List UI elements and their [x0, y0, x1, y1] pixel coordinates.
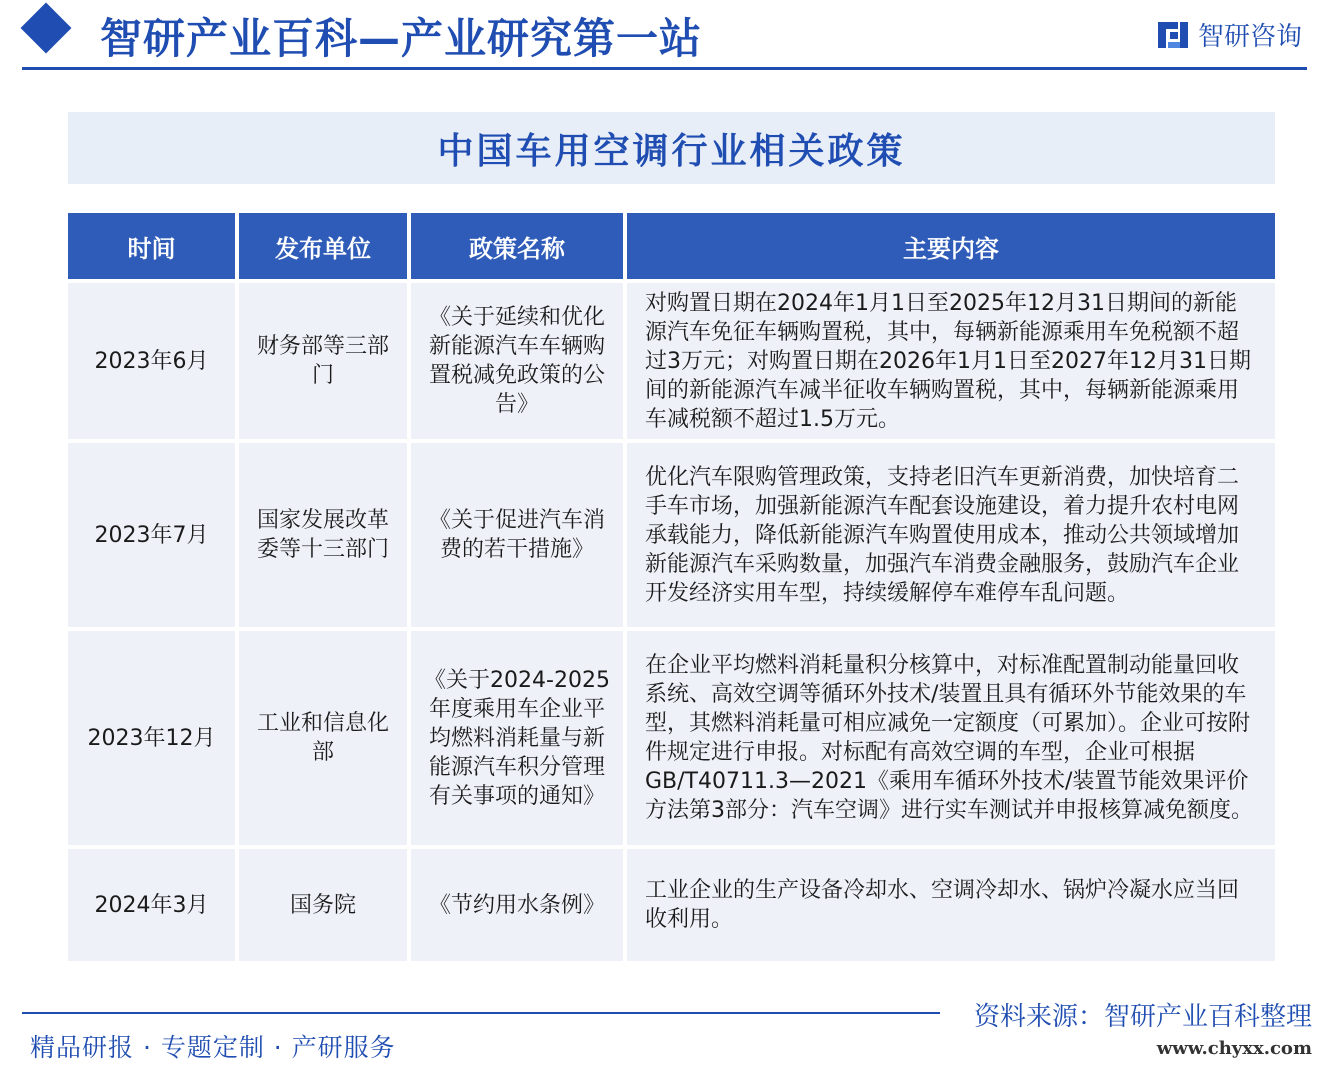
- table-title: 中国车用空调行业相关政策: [437, 130, 906, 172]
- policy-cell: 《关于促进汽车消费的若干措施》: [411, 443, 623, 627]
- policy-cell: 《节约用水条例》: [411, 849, 623, 961]
- column-header-issuer: 发布单位: [239, 213, 407, 279]
- policy-cell: 《关于延续和优化新能源汽车车辆购置税减免政策的公告》: [411, 283, 623, 439]
- time-cell: 2024年3月: [68, 849, 235, 961]
- source-note: 资料来源：智研产业百科整理: [973, 1002, 1312, 1032]
- time-cell: 2023年12月: [68, 631, 235, 845]
- table-row: [68, 631, 1275, 845]
- policy-cell: 《关于2024-2025年度乘用车企业平均燃料消耗量与新能源汽车积分管理有关事项的通知》: [411, 631, 623, 845]
- website-link[interactable]: www.chyxx.com: [1156, 1038, 1312, 1059]
- table-row: [68, 283, 1275, 439]
- table-row: [68, 443, 1275, 627]
- page-footer: [0, 990, 1342, 1076]
- column-header-content: 主要内容: [627, 213, 1275, 279]
- issuer-cell: 工业和信息化部: [239, 631, 407, 845]
- content-cell: 工业企业的生产设备冷却水、空调冷却水、锅炉冷凝水应当回收利用。: [627, 849, 1275, 961]
- content-cell: 在企业平均燃料消耗量积分核算中，对标准配置制动能量回收系统、高效空调等循环外技术/装置且具有循环外节能效果的车型，其燃料消耗量可相应减免一定额度（可累加）。企业可按附件规定进行申报。对标配有高效空调的车型，企业可根据GB/T40711.3—2021《乘用车循环外技术/装置节能效果评价方法第3部分：汽车空调》进行实车测试并申报核算减免额度。: [627, 631, 1275, 845]
- footer-slogan: 精品研报 · 专题定制 · 产研服务: [30, 1033, 396, 1062]
- column-header-time: 时间: [68, 213, 235, 279]
- issuer-cell: 国家发展改革委等十三部门: [239, 443, 407, 627]
- table-title-band: [68, 112, 1275, 184]
- time-cell: 2023年6月: [68, 283, 235, 439]
- policy-table: [68, 213, 1275, 965]
- footer-divider: [22, 1012, 940, 1014]
- diamond-icon: [21, 3, 72, 54]
- issuer-cell: 国务院: [239, 849, 407, 961]
- table-row: [68, 849, 1275, 961]
- zhiyan-logo-icon: [1156, 18, 1190, 52]
- header-title: 智研产业百科—产业研究第一站: [100, 14, 703, 63]
- column-header-policy: 政策名称: [411, 213, 623, 279]
- time-cell: 2023年7月: [68, 443, 235, 627]
- content-cell: 对购置日期在2024年1月1日至2025年12月31日期间的新能源汽车免征车辆购置税，其中，每辆新能源乘用车免税额不超过3万元；对购置日期在2026年1月1日至2027年12月31日期间的新能源汽车减半征收车辆购置税，其中，每辆新能源乘用车减税额不超过1.5万元。: [627, 283, 1275, 439]
- table-header-row: [68, 213, 1275, 279]
- brand-name: 智研咨询: [1197, 22, 1302, 52]
- issuer-cell: 财务部等三部门: [239, 283, 407, 439]
- page-header: [0, 0, 1342, 70]
- content-cell: 优化汽车限购管理政策，支持老旧汽车更新消费，加快培育二手车市场，加强新能源汽车配套设施建设，着力提升农村电网承载能力，降低新能源汽车购置使用成本，推动公共领域增加新能源汽车采购数量，加强汽车消费金融服务，鼓励汽车企业开发经济实用车型，持续缓解停车难停车乱问题。: [627, 443, 1275, 627]
- brand: [1156, 16, 1302, 53]
- header-divider: [22, 67, 1307, 70]
